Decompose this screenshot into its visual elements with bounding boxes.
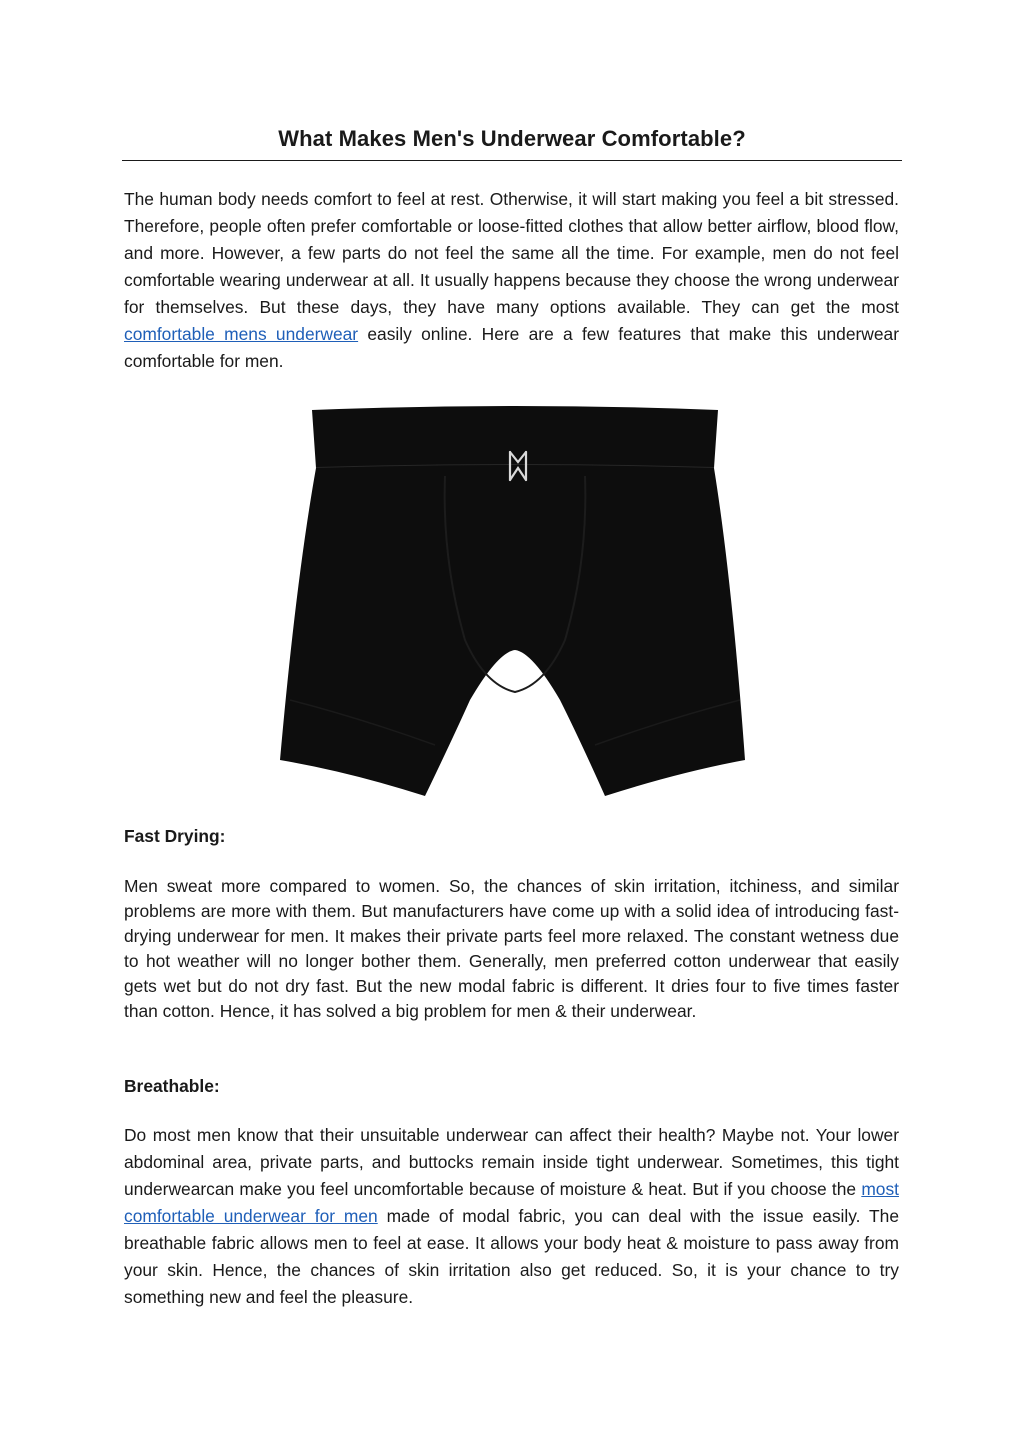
- intro-text-after-link: easily online. Here are a few features that make this underwear comfortable for men.: [124, 324, 899, 371]
- briefs-body: [280, 465, 745, 796]
- breathable-text-before-link: Do most men know that their unsuitable underwear can affect their health? Maybe not. Your lower abdominal area, private parts, and buttocks remain inside tight underwear. Sometimes, this tight underwearcan make you feel uncomfortable because of moisture & heat. But if you choose the: [124, 1125, 899, 1199]
- breathable-paragraph: [124, 1122, 899, 1311]
- intro-text-before-link: The human body needs comfort to feel at rest. Otherwise, it will start making you feel a bit stressed. Therefore, people often prefer comfortable or loose-fitted clothes that allow better airflow, blood flow, and more. However, a few parts do not feel the same all the time. For example, men do not feel comfortable wearing underwear at all. It usually happens because they choose the wrong underwear for themselves. But these days, they have many options available. They can get the most: [124, 189, 899, 317]
- black-boxer-briefs-image: [270, 400, 760, 810]
- title-underline: [122, 160, 902, 161]
- section-heading-breathable: Breathable:: [124, 1076, 220, 1096]
- breathable-text-after-link: made of modal fabric, you can deal with the issue easily. The breathable fabric allows men to feel at ease. It allows your body heat & moisture to pass away from your skin. Hence, the chances of skin irritation also get reduced. So, it is your chance to try something new and feel the pleasure.: [124, 1206, 899, 1307]
- most-comfortable-underwear-link[interactable]: most comfortable underwear for men: [124, 1179, 899, 1226]
- section-heading-fast-drying: Fast Drying:: [124, 826, 226, 846]
- intro-paragraph: [124, 186, 899, 375]
- fast-drying-paragraph: Men sweat more compared to women. So, the chances of skin irritation, itchiness, and similar problems are more with them. But manufacturers have come up with a solid idea of introducing fast-drying underwear for men. It makes their private parts feel more relaxed. The constant wetness due to hot weather will no longer bother them. Generally, men preferred cotton underwear that easily gets wet but do not dry fast. But the new modal fabric is different. It dries four to five times faster than cotton. Hence, it has solved a big problem for men & their underwear.: [124, 876, 899, 1021]
- comfortable-mens-underwear-link[interactable]: comfortable mens underwear: [124, 324, 359, 344]
- page-title: What Makes Men's Underwear Comfortable?: [278, 126, 746, 151]
